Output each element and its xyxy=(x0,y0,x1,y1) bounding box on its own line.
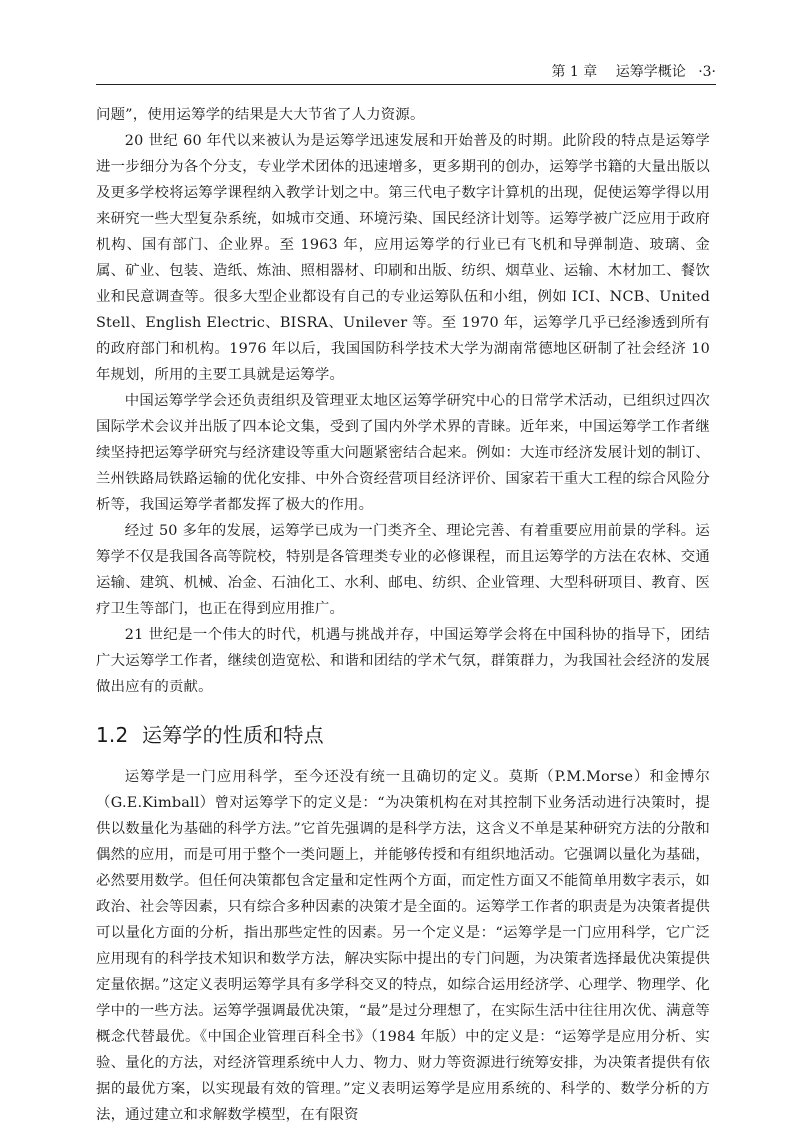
paragraph-21st-century: 21 世纪是一个伟大的时代，机遇与挑战并存，中国运筹学会将在中国科协的指导下，团结广大运筹学工作者，继续创造宽松、和谐和团结的学术气氛，群策群力，为我国社会经济的发展做出应有的贡献。 xyxy=(96,627,710,695)
paragraph-50-years: 经过 50 多年的发展，运筹学已成为一门类齐全、理论完善、有着重要应用前景的学科。运筹学不仅是我国各高等院校，特别是各管理类专业的必修课程，而且运筹学的方法在农林、交通运输、建筑、机械、冶金、石油化工、水利、邮电、纺织、企业管理、大型科研项目、教育、医疗卫生等部门，也正在得到应用推广。 xyxy=(96,523,710,617)
paragraph-orsc-activities: 中国运筹学学会还负责组织及管理亚太地区运筹学研究中心的日常学术活动，已组织过四次国际学术会议并出版了四本论文集，受到了国内外学术界的青睐。近年来，中国运筹学工作者继续坚持把运筹学研究与经济建设等重大问题紧密结合起来。例如：大连市经济发展计划的制订、兰州铁路局铁路运输的优化安排、中外合资经营项目经济评价、国家若干重大工程的综合风险分析等，我国运筹学者都发挥了极大的作用。 xyxy=(96,393,710,513)
paragraph-continued: 问题”，使用运筹学的结果是大大节省了人力资源。 xyxy=(96,107,425,123)
page-body xyxy=(96,102,710,1128)
section-number: 1.2 xyxy=(96,723,129,747)
section-heading xyxy=(96,720,710,750)
running-header xyxy=(96,62,716,85)
header-chapter: 第 1 章 xyxy=(551,64,598,80)
paragraph-1960s-development: 20 世纪 60 年代以来被认为是运筹学迅速发展和开始普及的时期。此阶段的特点是运筹学进一步细分为各个分支，专业学术团体的迅速增多，更多期刊的创办，运筹学书籍的大量出版以及更多学校将运筹学课程纳入教学计划之中。第三代电子数字计算机的出现，促使运筹学得以用来研究一些大型复杂系统，如城市交通、环境污染、国民经济计划等。运筹学被广泛应用于政府机构、国有部门、企业界。至 1963 年，应用运筹学的行业已有飞机和导弹制造、玻璃、金属、矿业、包装、造纸、炼油、照相器材、印刷和出版、纺织、烟草业、运输、木材加工、餐饮业和民意调查等。很多大型企业都设有自己的专业运筹队伍和小组，例如 ICI、NCB、United Stell、English Electric、BISRA、Unilever 等。至 1970 年，运筹学几乎已经渗透到所有的政府部门和机构。1976 年以后，我国国防科学技术大学为湖南常德地区研制了社会经济 10 年规划，所用的主要工具就是运筹学。 xyxy=(96,133,710,383)
header-page-number: ·3· xyxy=(698,64,716,80)
header-chapter-title: 运筹学概论 xyxy=(615,64,686,80)
section-title: 运筹学的性质和特点 xyxy=(142,723,324,747)
paragraph-definition: 运筹学是一门应用科学，至今还没有统一且确切的定义。莫斯（P.M.Morse）和金博尔（G.E.Kimball）曾对运筹学下的定义是：“为决策机构在对其控制下业务活动进行决策时，提供以数量化为基础的科学方法。”它首先强调的是科学方法，这含义不单是某种研究方法的分散和偶然的应用，而是可用于整个一类问题上，并能够传授和有组织地活动。它强调以量化为基础，必然要用数学。但任何决策都包含定量和定性两个方面，而定性方面又不能简单用数字表示，如政治、社会等因素，只有综合多种因素的决策才是全面的。运筹学工作者的职责是为决策者提供可以量化方面的分析，指出那些定性的因素。另一个定义是：“运筹学是一门应用科学，它广泛应用现有的科学技术知识和数学方法，解决实际中提出的专门问题，为决策者选择最优决策提供定量依据。”这定义表明运筹学具有多学科交叉的特点，如综合运用经济学、心理学、物理学、化学中的一些方法。运筹学强调最优决策，“最”是过分理想了，在实际生活中往往用次优、满意等概念代替最优。《中国企业管理百科全书》（1984 年版）中的定义是：“运筹学是应用分析、实验、量化的方法，对经济管理系统中人力、物力、财力等资源进行统筹安排，为决策者提供有依据的最优方案，以实现最有效的管理。”定义表明运筹学是应用系统的、科学的、数学分析的方法，通过建立和求解数学模型，在有限资 xyxy=(96,769,710,1123)
